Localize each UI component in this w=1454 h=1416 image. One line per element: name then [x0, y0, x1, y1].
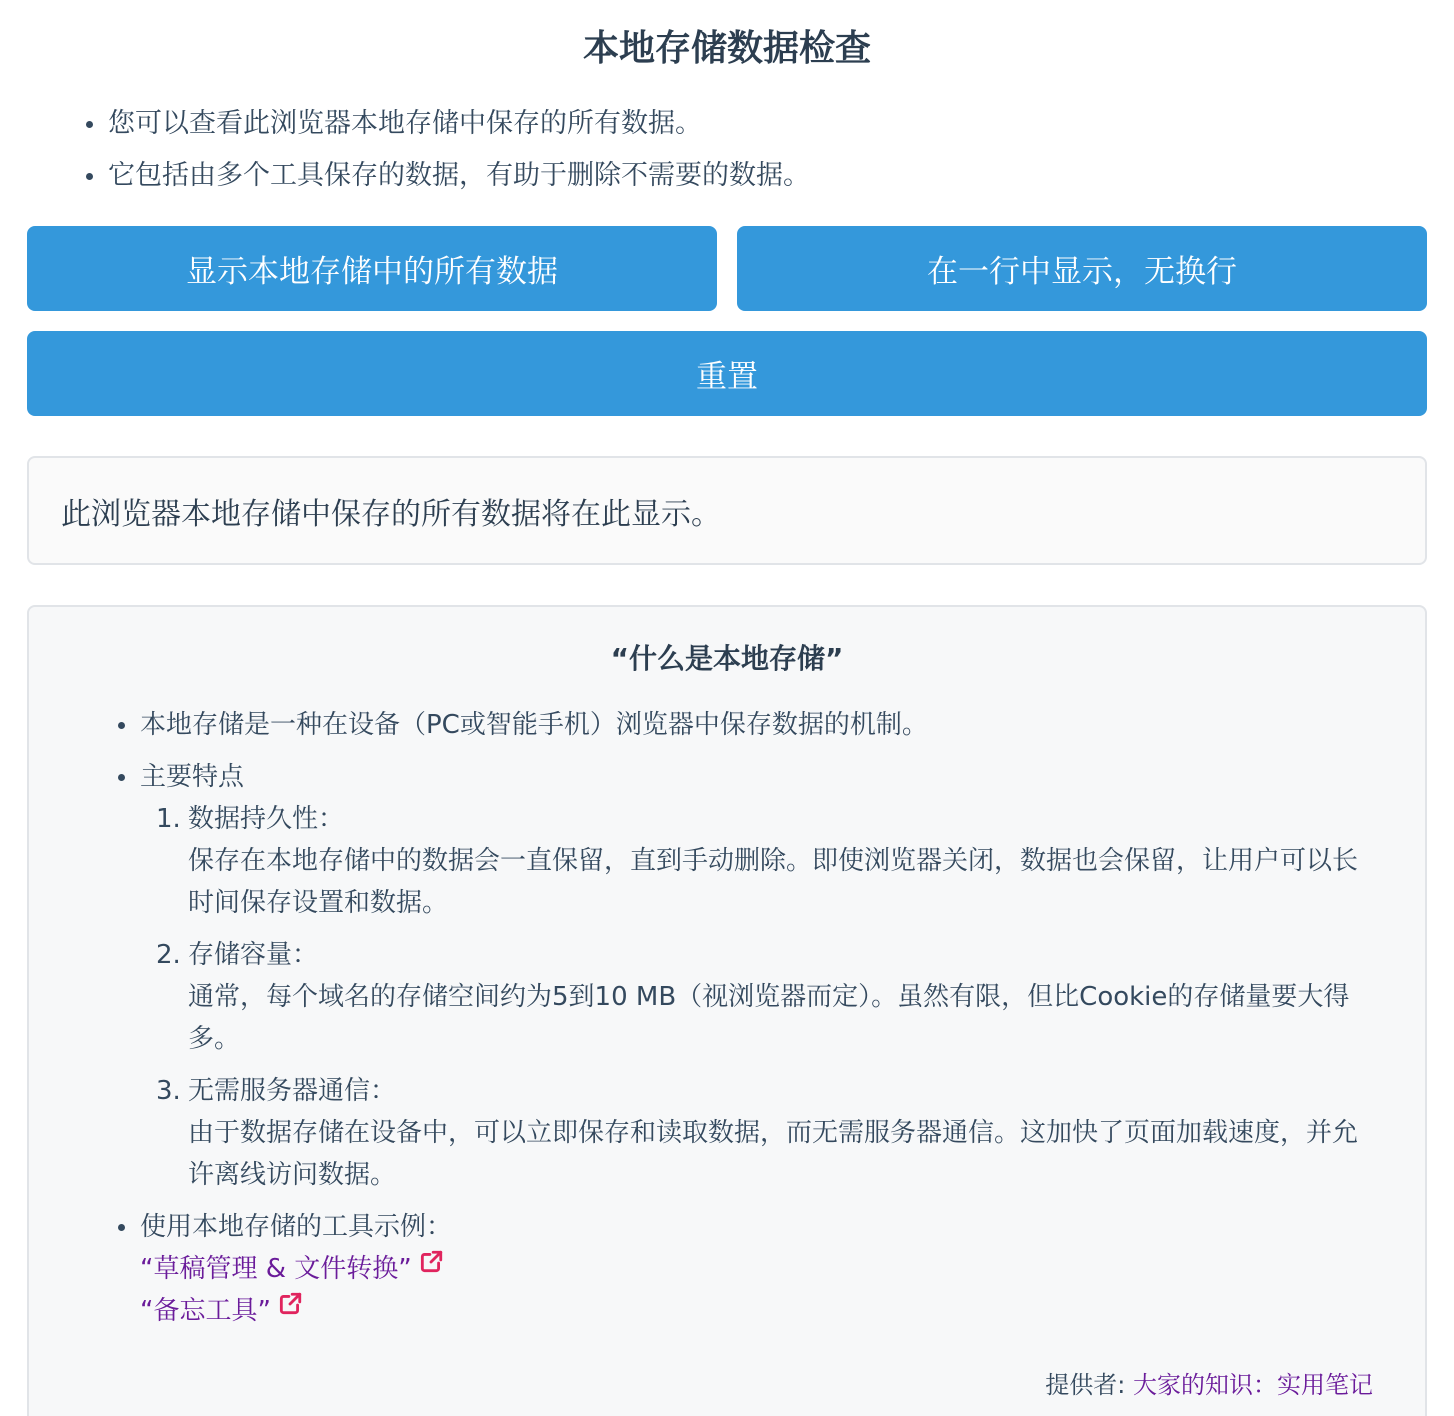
info-panel	[27, 605, 1427, 1416]
feature-number: 3.	[156, 1076, 181, 1106]
features-item	[140, 756, 1410, 1196]
tool-link-draft-manager[interactable]	[140, 1248, 1410, 1290]
tools-item	[140, 1206, 1410, 1332]
tool-link-memo-tool[interactable]	[140, 1290, 1410, 1332]
features-heading: 主要特点	[140, 762, 245, 792]
output-placeholder: 此浏览器本地存储中保存的所有数据将在此显示。	[61, 496, 721, 532]
info-title: “什么是本地存储”	[610, 642, 844, 675]
definition-text: 本地存储是一种在设备（PC或智能手机）浏览器中保存数据的机制。	[140, 710, 928, 740]
tool-link-label: “草稿管理 & 文件转换”	[140, 1254, 412, 1284]
feature-body: 由于数据存储在设备中，可以立即保存和读取数据，而无需服务器通信。这加快了页面加载速度，并允许离线访问数据。	[188, 1118, 1359, 1190]
external-link-icon	[277, 1288, 303, 1330]
provider-credit	[1045, 1365, 1373, 1400]
feature-item	[156, 934, 1410, 1060]
info-list	[140, 704, 1410, 1342]
feature-title: 无需服务器通信：	[188, 1076, 397, 1106]
show-all-data-button[interactable]: 显示本地存储中的所有数据	[27, 226, 717, 311]
intro-item: 您可以查看此浏览器本地存储中保存的所有数据。	[108, 100, 810, 148]
feature-list	[140, 798, 1410, 1196]
feature-number: 2.	[156, 940, 181, 970]
reset-button[interactable]: 重置	[27, 331, 1427, 416]
external-link-icon	[418, 1246, 444, 1288]
output-box	[27, 456, 1427, 565]
tools-heading: 使用本地存储的工具示例：	[140, 1212, 453, 1242]
feature-number: 1.	[156, 804, 181, 834]
provider-link[interactable]: 大家的知识：实用笔记	[1133, 1371, 1373, 1399]
feature-body: 保存在本地存储中的数据会一直保留，直到手动删除。即使浏览器关闭，数据也会保留，让用户可以长时间保存设置和数据。	[188, 846, 1359, 918]
provider-label: 提供者:	[1045, 1371, 1133, 1399]
page-title: 本地存储数据检查	[582, 28, 871, 69]
feature-title: 数据持久性：	[188, 804, 345, 834]
feature-title: 存储容量：	[188, 940, 319, 970]
intro-item: 它包括由多个工具保存的数据，有助于删除不需要的数据。	[108, 152, 810, 200]
feature-item	[156, 1070, 1410, 1196]
tool-link-label: “备忘工具”	[140, 1296, 271, 1326]
feature-body: 通常，每个域名的存储空间约为5到10 MB（视浏览器而定）。虽然有限，但比Cookie的存储量要大得多。	[188, 982, 1350, 1054]
show-one-line-button[interactable]: 在一行中显示，无换行	[737, 226, 1427, 311]
definition-item	[140, 704, 1410, 746]
intro-list	[108, 100, 810, 204]
feature-item	[156, 798, 1410, 924]
